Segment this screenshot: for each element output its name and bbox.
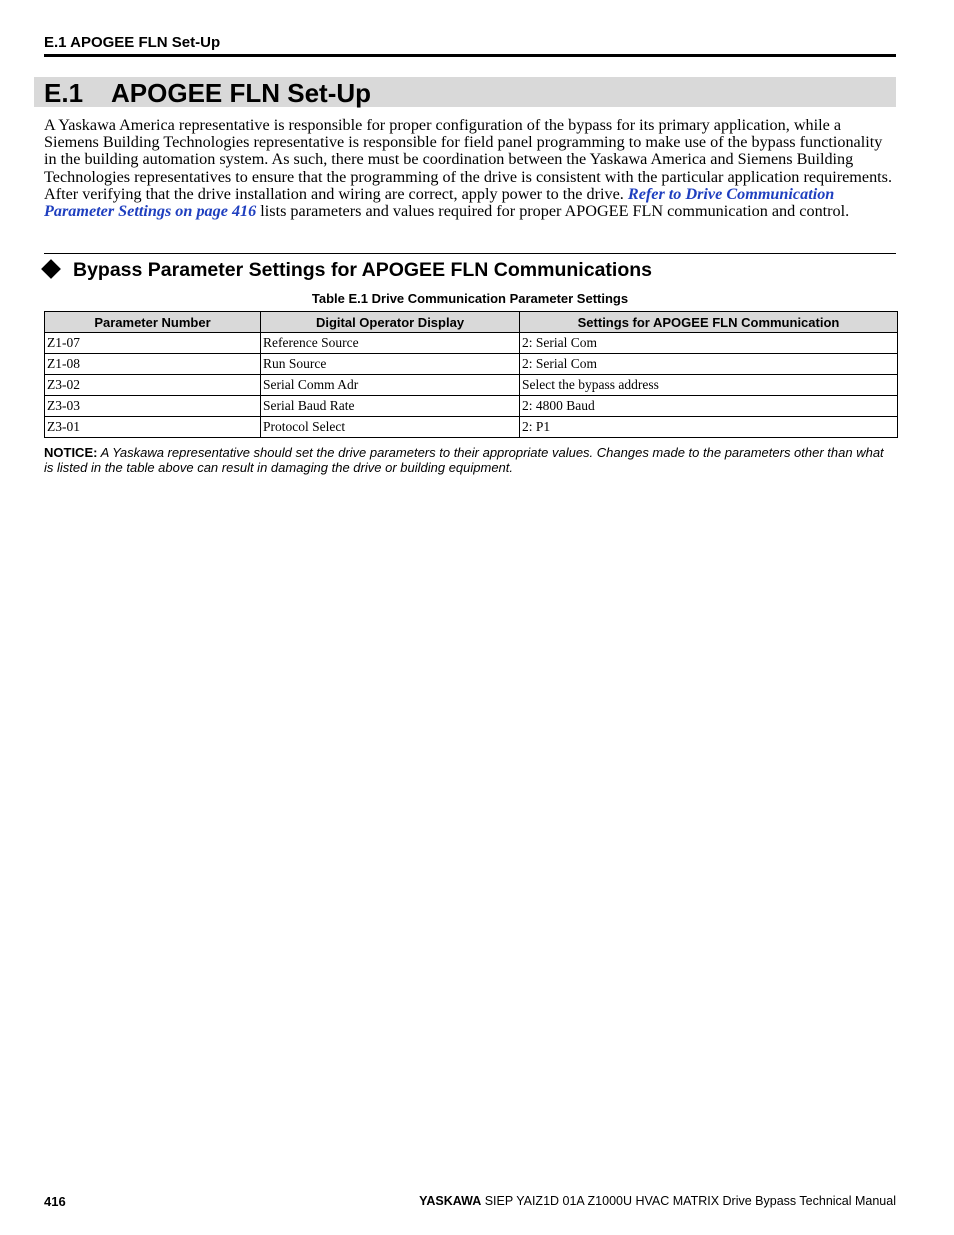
parameter-number-cell: Z1-08 [45,354,261,375]
running-head: E.1 APOGEE FLN Set-Up [44,34,896,57]
setting-cell: 2: Serial Com [520,354,898,375]
page-number: 416 [44,1194,66,1209]
column-header-apogee-setting: Settings for APOGEE FLN Communication [520,312,898,333]
parameter-number-cell: Z3-01 [45,417,261,438]
subsection-rule [44,253,896,254]
intro-text: A Yaskawa America representative is responsible for proper configuration of the bypass for its primary application, while a Siemens Building Technologies representative is responsible for field panel programming to make use of the bypass functionality in the building automation system. As such, there must be coordination between the Yaskawa America and Siemens Building Technologies representatives to ensure that the programming of the drive is consistent with the particular application requirements. After verifying that the drive installation and wiring are correct, apply power to the drive. [44,116,893,203]
operator-display-cell: Serial Comm Adr [261,375,520,396]
parameter-table [44,311,898,438]
setting-cell: Select the bypass address [520,375,898,396]
footer-title-text: SIEP YAIZ1D 01A Z1000U HVAC MATRIX Drive Bypass Technical Manual [481,1194,896,1208]
intro-paragraph [44,117,896,220]
footer-manual-title [419,1194,896,1208]
notice-label: NOTICE: [44,445,98,460]
column-header-digital-operator-display: Digital Operator Display [261,312,520,333]
operator-display-cell: Run Source [261,354,520,375]
table-row [45,354,898,375]
footer-brand: YASKAWA [419,1194,482,1208]
table-row [45,417,898,438]
setting-cell: 2: P1 [520,417,898,438]
section-number: E.1 [44,78,84,108]
notice-block [44,446,896,475]
parameter-number-cell: Z1-07 [45,333,261,354]
table-caption: Table E.1 Drive Communication Parameter Settings [311,291,629,306]
section-heading [34,77,896,107]
table-row [45,333,898,354]
setting-cell: 2: Serial Com [520,333,898,354]
parameter-number-cell: Z3-02 [45,375,261,396]
operator-display-cell: Reference Source [261,333,520,354]
operator-display-cell: Protocol Select [261,417,520,438]
intro-text-end: lists parameters and values required for proper APOGEE FLN communication and control. [256,202,850,221]
column-header-parameter-number: Parameter Number [45,312,261,333]
notice-text: A Yaskawa representative should set the drive parameters to their appropriate values. Changes made to the parameters other than what is listed in the table above can result in damaging the drive or building equipment. [44,445,884,475]
table-row [45,375,898,396]
parameter-number-cell: Z3-03 [45,396,261,417]
setting-cell: 2: 4800 Baud [520,396,898,417]
table-header-row [45,312,898,333]
diamond-bullet-icon [41,259,61,279]
subsection-title: Bypass Parameter Settings for APOGEE FLN Communications [73,259,652,281]
section-title: APOGEE FLN Set-Up [111,78,372,108]
table-cross-reference-link[interactable]: Refer to Drive Communication Parameter Settings on page 416 [44,184,835,221]
table-row [45,396,898,417]
operator-display-cell: Serial Baud Rate [261,396,520,417]
